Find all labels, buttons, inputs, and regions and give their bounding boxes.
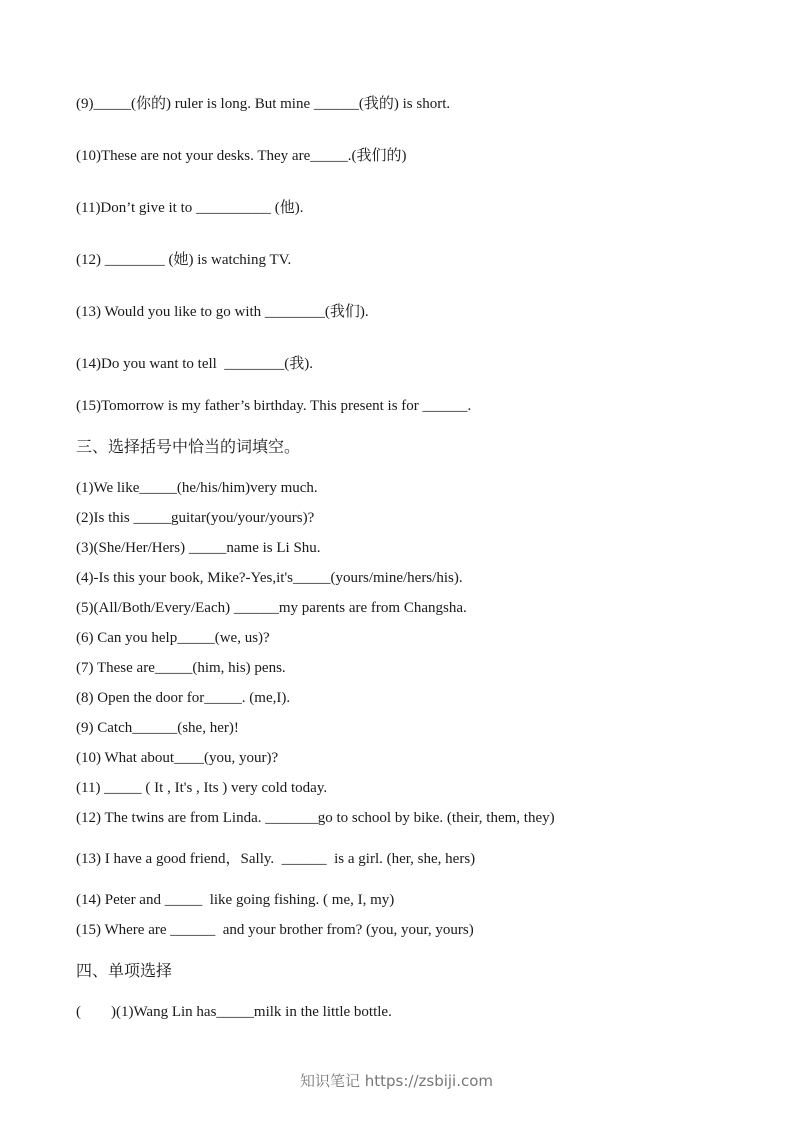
section3-heading: 三、选择括号中恰当的词填空。 <box>76 437 301 456</box>
section3-item-6: (6) Can you help_____(we, us)? <box>76 630 270 646</box>
section2-item-9: (9)_____(你的) ruler is long. But mine ______(我的) is short. <box>76 96 451 112</box>
section3-item-1: (1)We like_____(he/his/him)very much. <box>76 480 318 496</box>
section2-item-10: (10)These are not your desks. They are_____.(我们的) <box>76 148 407 164</box>
section2-item-15: (15)Tomorrow is my father’s birthday. This present is for ______. <box>76 398 472 414</box>
section2-item-14: (14)Do you want to tell ________(我). <box>76 356 314 372</box>
section2-item-12: (12) ________ (她) is watching TV. <box>76 252 292 268</box>
section3-item-8: (8) Open the door for_____. (me,I). <box>76 690 291 706</box>
section3-item-5: (5)(All/Both/Every/Each) ______my parents are from Changsha. <box>76 600 467 616</box>
section3-item-11: (11) _____ ( It , It's , Its ) very cold today. <box>76 780 328 796</box>
section3-item-3: (3)(She/Her/Hers) _____name is Li Shu. <box>76 540 321 556</box>
section3-item-7: (7) These are_____(him, his) pens. <box>76 660 286 676</box>
section2-item-13: (13) Would you like to go with ________(我们). <box>76 304 369 320</box>
section3-item-4: (4)-Is this your book, Mike?-Yes,it's_____(yours/mine/hers/his). <box>76 570 463 586</box>
section4-heading: 四、单项选择 <box>76 961 173 980</box>
section3-item-9: (9) Catch______(she, her)! <box>76 720 239 736</box>
section3-item-12: (12) The twins are from Linda. _______go to school by bike. (their, them, they) <box>76 810 555 826</box>
section2-item-11: (11)Don’t give it to __________ (他). <box>76 200 304 216</box>
section3-item-13: (13) I have a good friend，Sally. ______ is a girl. (her, she, hers) <box>76 851 476 867</box>
section3-item-15: (15) Where are ______ and your brother from? (you, your, yours) <box>76 922 474 938</box>
section3-item-10: (10) What about____(you, your)? <box>76 750 279 766</box>
section3-item-2: (2)Is this _____guitar(you/your/yours)? <box>76 510 315 526</box>
footer-watermark: 知识笔记 https://zsbiji.com <box>299 1072 494 1090</box>
section4-item-1: ( )(1)Wang Lin has_____milk in the little bottle. <box>76 1004 392 1020</box>
section3-item-14: (14) Peter and _____ like going fishing. ( me, I, my) <box>76 892 395 908</box>
